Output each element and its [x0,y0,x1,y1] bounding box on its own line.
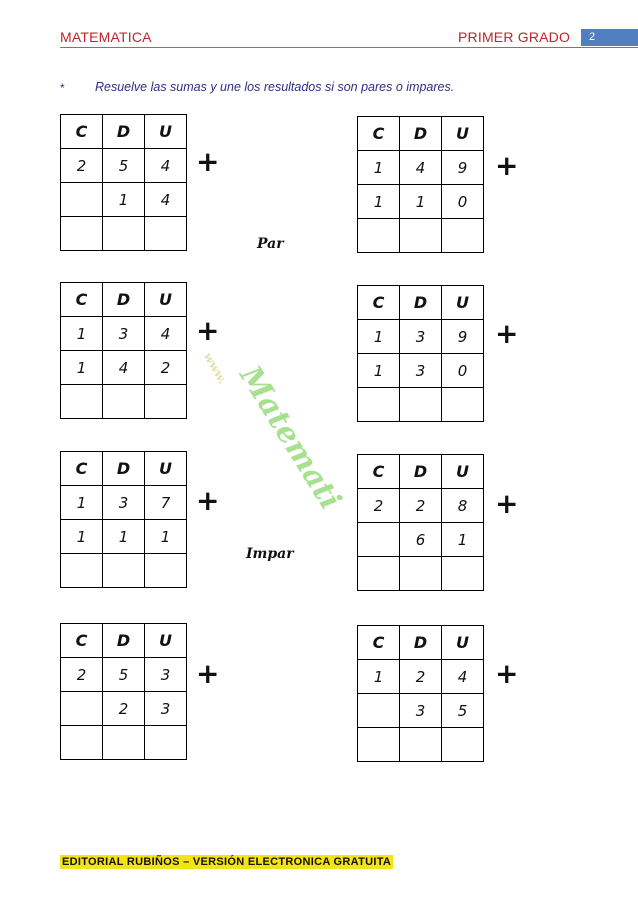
digit-cell: 9 [442,320,484,354]
answer-cell[interactable] [400,219,442,253]
digit-cell: 3 [400,694,442,728]
digit-cell: 1 [61,486,103,520]
grid-addend-row [358,354,484,388]
digit-cell: 1 [103,520,145,554]
addition-grid [357,285,484,422]
digit-cell: 7 [145,486,187,520]
digit-cell: 1 [442,523,484,557]
answer-cell[interactable] [103,554,145,588]
answer-cell[interactable] [61,554,103,588]
digit-cell: 5 [442,694,484,728]
answer-cell[interactable] [103,217,145,251]
answer-cell[interactable] [358,388,400,422]
plus-sign: + [495,487,519,520]
column-header: U [442,286,484,320]
plus-sign: + [495,149,519,182]
column-header: D [400,117,442,151]
digit-cell: 3 [145,692,187,726]
answer-cell[interactable] [145,217,187,251]
answer-cell[interactable] [442,219,484,253]
digit-cell: 5 [103,658,145,692]
instruction-text: Resuelve las sumas y une los resultados si son pares o impares. [95,80,455,94]
digit-cell: 1 [358,320,400,354]
answer-cell[interactable] [145,726,187,760]
digit-cell: 1 [358,660,400,694]
grid-header-row [358,455,484,489]
answer-cell[interactable] [442,388,484,422]
answer-cell[interactable] [61,726,103,760]
grid-header-row [358,286,484,320]
column-header: D [400,626,442,660]
answer-cell[interactable] [400,557,442,591]
watermark-small: www. [200,350,230,387]
digit-cell: 1 [103,183,145,217]
plus-sign: + [196,657,220,690]
column-header: C [358,455,400,489]
column-header: D [103,452,145,486]
digit-cell [61,183,103,217]
grid-addend-row [358,694,484,728]
digit-cell: 4 [145,183,187,217]
answer-cell[interactable] [145,554,187,588]
column-header: U [442,117,484,151]
column-header: C [358,286,400,320]
digit-cell: 3 [103,486,145,520]
grid-header-row [358,626,484,660]
digit-cell: 1 [358,185,400,219]
column-header: U [145,283,187,317]
addition-grid [357,454,484,591]
digit-cell [61,692,103,726]
column-header: C [61,624,103,658]
plus-sign: + [196,314,220,347]
grid-answer-row [358,388,484,422]
grid-addend-row [358,489,484,523]
addition-grid [60,623,187,760]
label-impar: Impar [246,546,294,562]
footer-text: EDITORIAL RUBIÑOS – VERSIÓN ELECTRONICA GRATUITA [62,856,392,868]
column-header: D [103,115,145,149]
answer-cell[interactable] [358,728,400,762]
grid-addend-row [358,660,484,694]
plus-sign: + [495,657,519,690]
grid-answer-row [358,728,484,762]
digit-cell: 1 [358,151,400,185]
column-header: C [61,452,103,486]
digit-cell: 4 [145,317,187,351]
column-header: C [61,115,103,149]
digit-cell: 0 [442,354,484,388]
digit-cell: 9 [442,151,484,185]
plus-sign: + [196,484,220,517]
digit-cell: 1 [145,520,187,554]
grid-addend-row [358,320,484,354]
digit-cell: 3 [400,354,442,388]
grid-header-row [61,452,187,486]
label-par: Par [257,236,284,252]
answer-cell[interactable] [103,726,145,760]
digit-cell: 1 [61,317,103,351]
grid-answer-row [61,217,187,251]
header-divider [60,47,638,48]
digit-cell: 4 [103,351,145,385]
addition-grid [60,282,187,419]
digit-cell: 2 [358,489,400,523]
column-header: U [145,624,187,658]
grid-header-row [358,117,484,151]
digit-cell: 1 [61,520,103,554]
addition-grid [60,451,187,588]
digit-cell: 2 [400,489,442,523]
grid-addend-row [61,486,187,520]
column-header: D [400,286,442,320]
grid-answer-row [61,554,187,588]
digit-cell [358,694,400,728]
answer-cell[interactable] [358,219,400,253]
digit-cell: 1 [400,185,442,219]
header-subject: MATEMATICA [60,29,152,45]
column-header: D [103,283,145,317]
answer-cell[interactable] [103,385,145,419]
grid-addend-row [61,351,187,385]
digit-cell: 6 [400,523,442,557]
digit-cell: 3 [145,658,187,692]
answer-cell[interactable] [442,557,484,591]
digit-cell: 4 [145,149,187,183]
grid-addend-row [61,183,187,217]
grid-addend-row [358,151,484,185]
grid-answer-row [61,385,187,419]
answer-cell[interactable] [442,728,484,762]
digit-cell: 4 [400,151,442,185]
column-header: C [61,283,103,317]
answer-cell[interactable] [61,217,103,251]
column-header: U [442,626,484,660]
grid-answer-row [61,726,187,760]
column-header: U [145,452,187,486]
column-header: U [442,455,484,489]
grid-addend-row [358,185,484,219]
digit-cell: 1 [61,351,103,385]
grid-addend-row [61,520,187,554]
grid-addend-row [61,149,187,183]
digit-cell: 8 [442,489,484,523]
answer-cell[interactable] [400,388,442,422]
grid-header-row [61,283,187,317]
column-header: C [358,117,400,151]
digit-cell: 3 [103,317,145,351]
digit-cell: 2 [400,660,442,694]
grid-addend-row [358,523,484,557]
answer-cell[interactable] [61,385,103,419]
grid-addend-row [61,692,187,726]
digit-cell: 3 [400,320,442,354]
plus-sign: + [196,145,220,178]
digit-cell: 0 [442,185,484,219]
grid-header-row [61,624,187,658]
grid-addend-row [61,317,187,351]
header-grade: PRIMER GRADO [458,29,571,45]
answer-cell[interactable] [145,385,187,419]
digit-cell: 1 [358,354,400,388]
grid-header-row [61,115,187,149]
addition-grid [357,116,484,253]
addition-grid [60,114,187,251]
addition-grid [357,625,484,762]
column-header: D [400,455,442,489]
digit-cell: 5 [103,149,145,183]
column-header: C [358,626,400,660]
column-header: U [145,115,187,149]
grid-addend-row [61,658,187,692]
digit-cell: 2 [103,692,145,726]
watermark-large: Matemati [232,360,348,516]
digit-cell: 4 [442,660,484,694]
page-number: 2 [581,29,638,46]
grid-answer-row [358,219,484,253]
digit-cell: 2 [61,149,103,183]
digit-cell: 2 [61,658,103,692]
answer-cell[interactable] [400,728,442,762]
digit-cell [358,523,400,557]
column-header: D [103,624,145,658]
grid-answer-row [358,557,484,591]
instruction-bullet: * [60,81,65,95]
digit-cell: 2 [145,351,187,385]
answer-cell[interactable] [358,557,400,591]
plus-sign: + [495,317,519,350]
